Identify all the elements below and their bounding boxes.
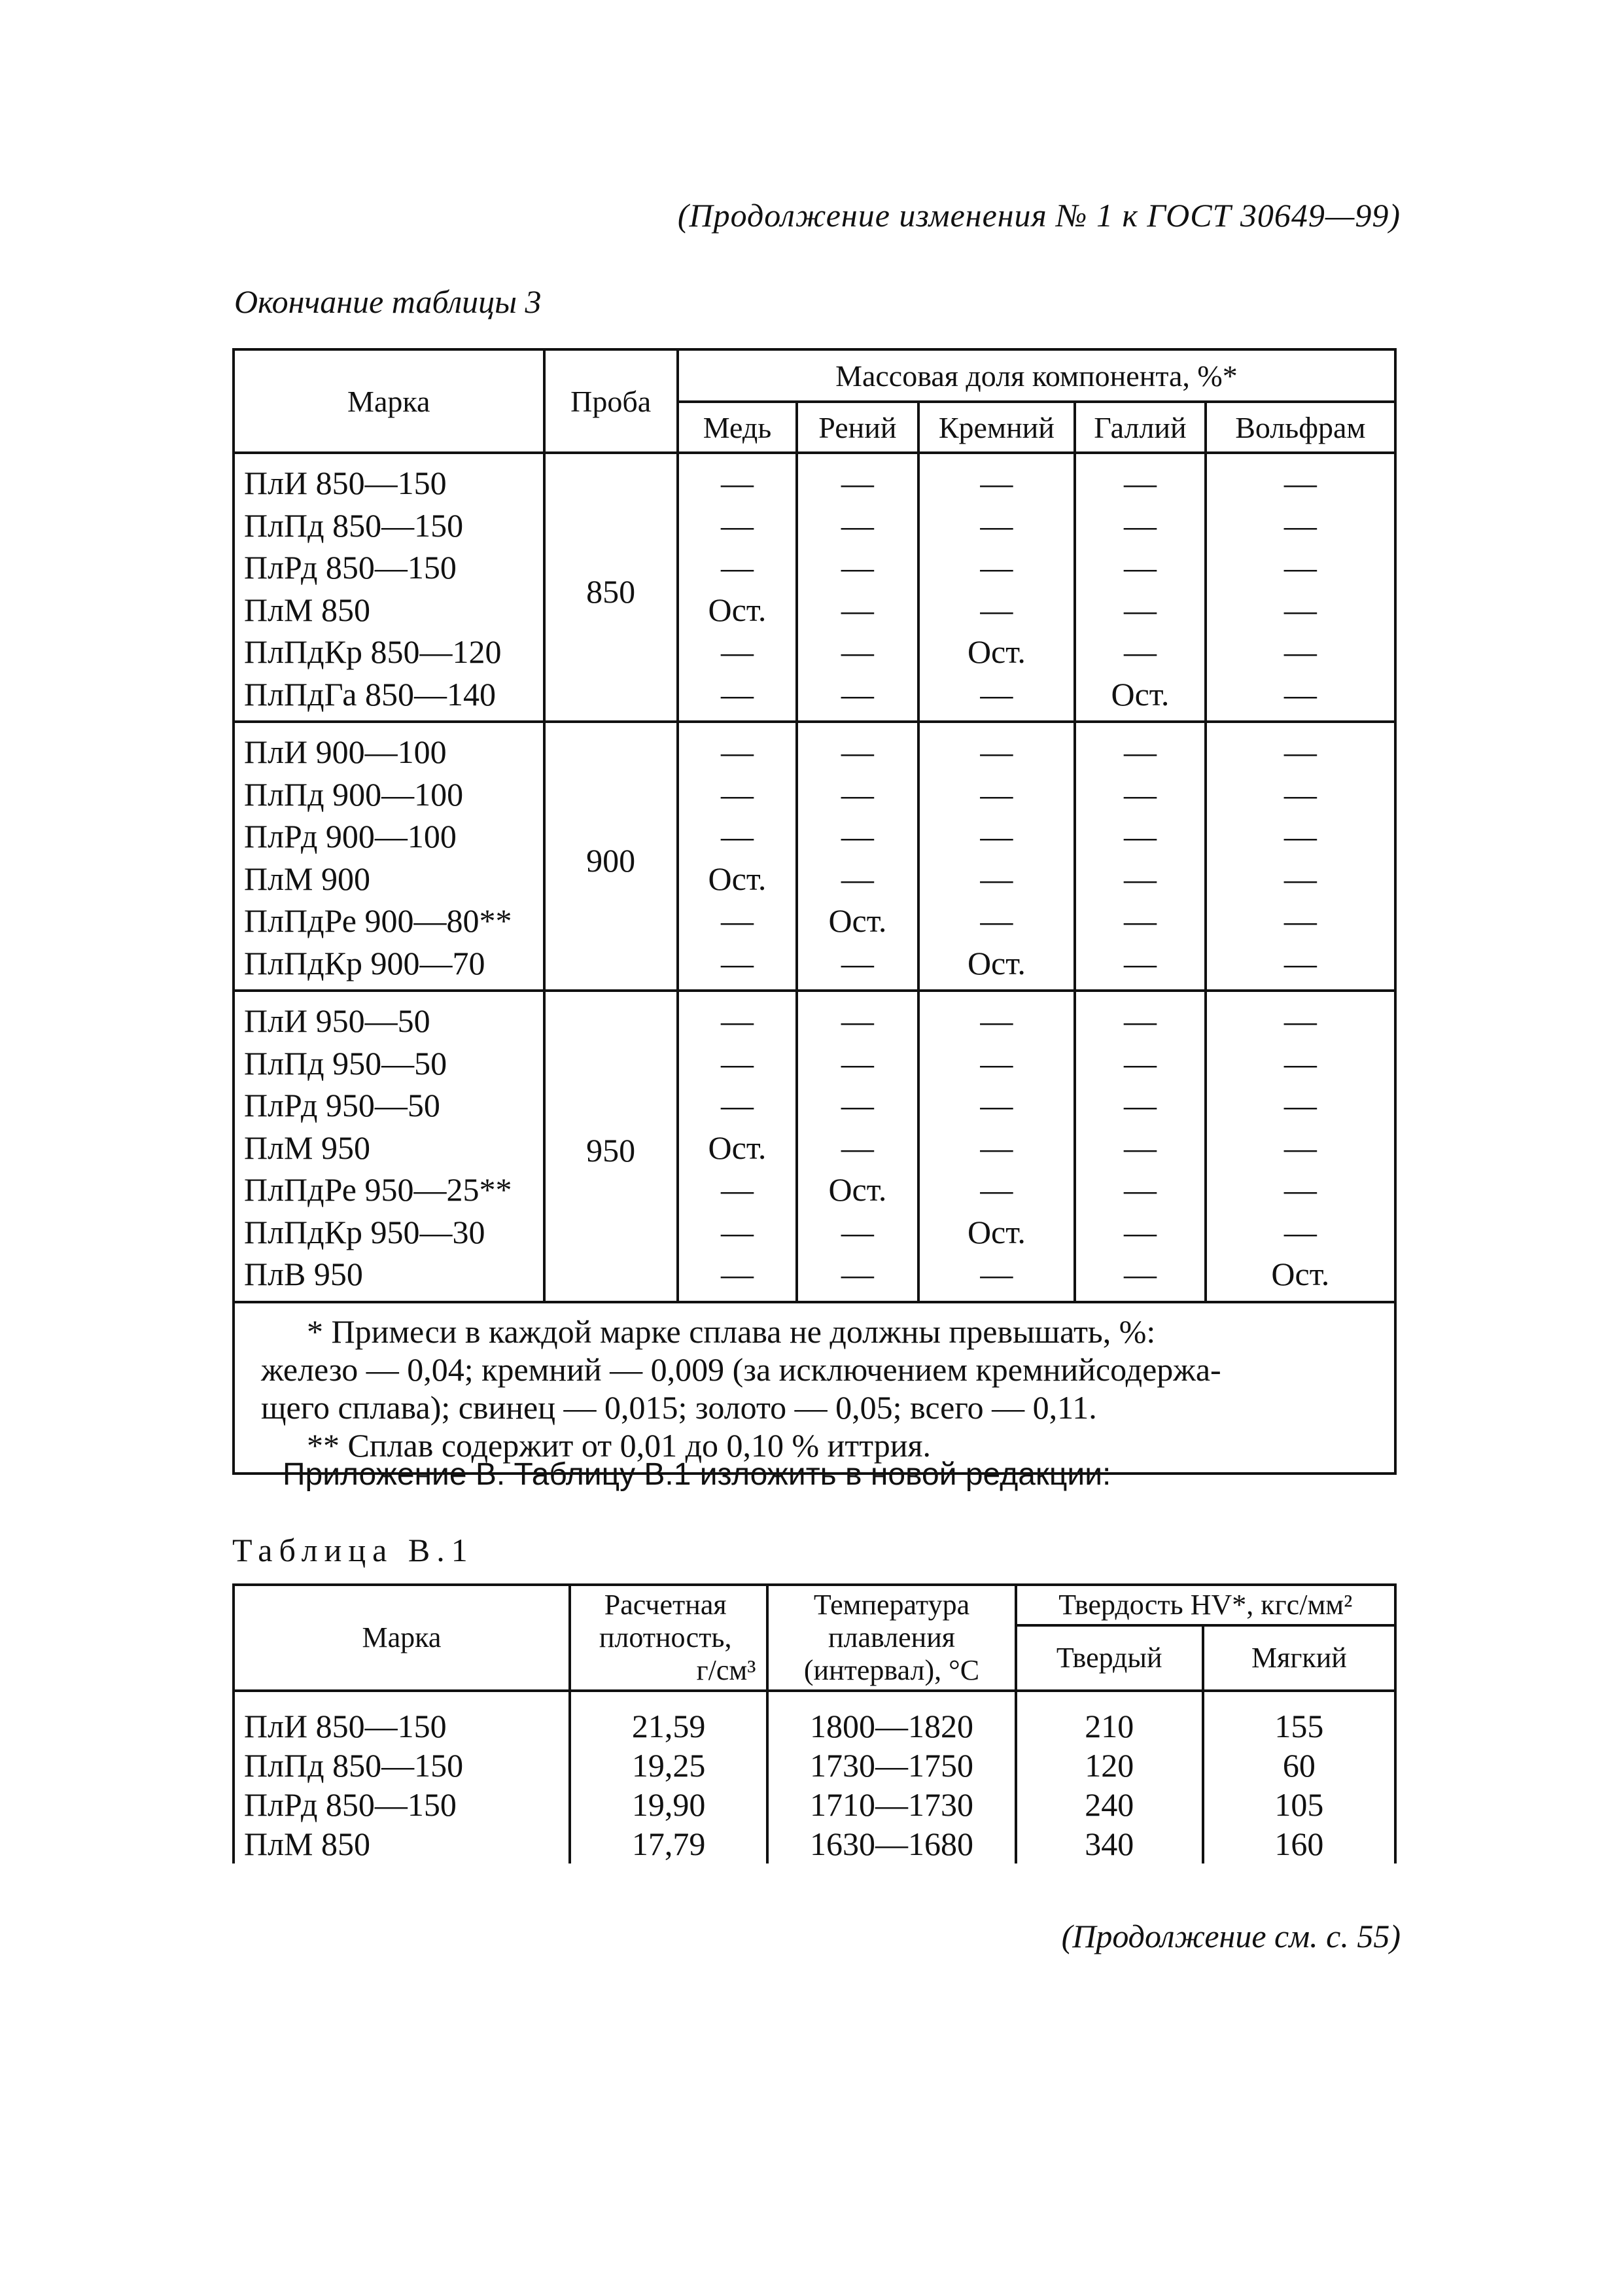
rhenium-cell: — [797,815,918,858]
table-row [234,453,1395,504]
tungsten-cell: — [1206,900,1395,942]
rhenium-cell: — [797,1084,918,1127]
table-row [234,942,1395,991]
table-row [234,773,1395,816]
alloy-mark-cell: ПлИ 850—150 [234,453,544,504]
continuation-footer: (Продолжение см. с. 55) [1061,1918,1401,1954]
b1-hard-cell: 340 [1016,1824,1203,1863]
b1-density-cell: 17,79 [570,1824,768,1863]
col-header-rhenium: Рений [797,402,918,453]
tungsten-cell: — [1206,1084,1395,1127]
table-row [234,546,1395,589]
b1-temp-line: (интервал), °С [803,1654,980,1686]
proba-cell: 900 [544,722,678,991]
b1-header-soft: Мягкий [1203,1625,1395,1691]
gallium-cell: — [1075,589,1206,631]
rhenium-cell: — [797,858,918,900]
gallium-cell: — [1075,1253,1206,1302]
footnote-line: ** Сплав содержит от 0,01 до 0,10 % иттрия. [307,1426,932,1464]
table3-caption: Окончание таблицы 3 [234,283,542,320]
b1-temp-cell: 1710—1730 [767,1785,1015,1824]
alloy-mark-cell: ПлПд 850—150 [234,504,544,547]
copper-cell: — [678,673,797,722]
silicon-cell: — [918,991,1075,1042]
tungsten-cell: — [1206,1127,1395,1169]
copper-cell: — [678,631,797,673]
table-row [234,1127,1395,1169]
tungsten-cell: Ост. [1206,1253,1395,1302]
b1-mark-cell: ПлИ 850—150 [234,1691,570,1746]
silicon-cell: — [918,722,1075,773]
copper-cell: — [678,1084,797,1127]
silicon-cell: Ост. [918,942,1075,991]
table3-body [234,453,1395,1302]
alloy-mark-cell: ПлПд 950—50 [234,1042,544,1085]
b1-density-cell: 19,90 [570,1785,768,1824]
table-row [234,589,1395,631]
silicon-cell: — [918,1169,1075,1211]
footnote-line: железо — 0,04; кремний — 0,009 (за исключением кремнийсодержа- [261,1351,1221,1388]
alloy-mark-cell: ПлМ 900 [234,858,544,900]
silicon-cell: — [918,773,1075,816]
rhenium-cell: — [797,722,918,773]
gallium-cell: — [1075,773,1206,816]
copper-cell: — [678,815,797,858]
tungsten-cell: — [1206,991,1395,1042]
copper-cell: — [678,546,797,589]
gallium-cell: — [1075,942,1206,991]
b1-mark-cell: ПлРд 850—150 [234,1785,570,1824]
tungsten-cell: — [1206,1211,1395,1254]
tungsten-cell: — [1206,504,1395,547]
alloy-mark-cell: ПлПдРе 950—25** [234,1169,544,1211]
b1-mark-cell: ПлМ 850 [234,1824,570,1863]
b1-temp-cell: 1800—1820 [767,1691,1015,1746]
gallium-cell: — [1075,1127,1206,1169]
gallium-cell: — [1075,722,1206,773]
tungsten-cell: — [1206,1042,1395,1085]
silicon-cell: — [918,1042,1075,1085]
alloy-mark-cell: ПлРд 900—100 [234,815,544,858]
table3-footnote [234,1302,1395,1474]
copper-cell: — [678,773,797,816]
b1-soft-cell: 60 [1203,1746,1395,1785]
tungsten-cell: — [1206,773,1395,816]
proba-cell: 850 [544,453,678,722]
table-row [234,900,1395,942]
rhenium-cell: Ост. [797,1169,918,1211]
gallium-cell: — [1075,546,1206,589]
rhenium-cell: Ост. [797,900,918,942]
rhenium-cell: — [797,1211,918,1254]
rhenium-cell: — [797,673,918,722]
silicon-cell: — [918,1253,1075,1302]
alloy-mark-cell: ПлРд 950—50 [234,1084,544,1127]
b1-density-line: плотность, [599,1621,732,1653]
table-row [234,991,1395,1042]
alloy-mark-cell: ПлМ 950 [234,1127,544,1169]
copper-cell: — [678,722,797,773]
gallium-cell: — [1075,631,1206,673]
col-header-mark: Марка [234,349,544,453]
tableB1-body [234,1691,1395,1863]
b1-density-line: г/см³ [696,1654,756,1686]
tungsten-cell: — [1206,722,1395,773]
copper-cell: — [678,504,797,547]
b1-hard-cell: 240 [1016,1785,1203,1824]
gallium-cell: — [1075,1211,1206,1254]
gallium-cell: — [1075,900,1206,942]
silicon-cell: — [918,589,1075,631]
b1-temp-line: Температура [813,1589,970,1621]
rhenium-cell: — [797,942,918,991]
footnote-line: * Примеси в каждой марке сплава не должны превышать, %: [307,1313,1156,1350]
alloy-mark-cell: ПлПдКр 900—70 [234,942,544,991]
rhenium-cell: — [797,1127,918,1169]
footnote-line: щего сплава); свинец — 0,015; золото — 0,05; всего — 0,11. [261,1388,1097,1426]
tungsten-cell: — [1206,589,1395,631]
gallium-cell: — [1075,815,1206,858]
b1-header-hardness: Твердость HV*, кгс/мм² [1016,1585,1395,1625]
copper-cell: — [678,900,797,942]
copper-cell: — [678,942,797,991]
table-row [234,673,1395,722]
b1-soft-cell: 160 [1203,1824,1395,1863]
table-row [234,1785,1395,1824]
b1-header-mark: Марка [234,1585,570,1691]
table-row [234,1042,1395,1085]
b1-temp-cell: 1730—1750 [767,1746,1015,1785]
copper-cell: — [678,1253,797,1302]
rhenium-cell: — [797,631,918,673]
b1-density-cell: 19,25 [570,1746,768,1785]
gallium-cell: Ост. [1075,673,1206,722]
b1-soft-cell: 105 [1203,1785,1395,1824]
table-row [234,1169,1395,1211]
gallium-cell: — [1075,991,1206,1042]
tungsten-cell: — [1206,1169,1395,1211]
tungsten-cell: — [1206,942,1395,991]
table-row [234,1824,1395,1863]
silicon-cell: — [918,546,1075,589]
gallium-cell: — [1075,858,1206,900]
silicon-cell: Ост. [918,1211,1075,1254]
table-row [234,1253,1395,1302]
alloy-mark-cell: ПлПд 900—100 [234,773,544,816]
table-row [234,815,1395,858]
copper-cell: — [678,1042,797,1085]
table-row [234,722,1395,773]
table-row [234,631,1395,673]
table-row [234,1746,1395,1785]
tableB1-caption: Таблица В.1 [232,1532,474,1568]
gallium-cell: — [1075,504,1206,547]
alloy-mark-cell: ПлВ 950 [234,1253,544,1302]
silicon-cell: — [918,504,1075,547]
b1-soft-cell: 155 [1203,1691,1395,1746]
alloy-mark-cell: ПлИ 900—100 [234,722,544,773]
copper-cell: — [678,1169,797,1211]
gallium-cell: — [1075,453,1206,504]
copper-cell: Ост. [678,1127,797,1169]
silicon-cell: — [918,453,1075,504]
copper-cell: Ост. [678,858,797,900]
rhenium-cell: — [797,773,918,816]
col-header-mass-fraction: Массовая доля компонента, %* [678,349,1395,402]
gallium-cell: — [1075,1169,1206,1211]
alloy-mark-cell: ПлРд 850—150 [234,546,544,589]
b1-mark-cell: ПлПд 850—150 [234,1746,570,1785]
tungsten-cell: — [1206,673,1395,722]
copper-cell: — [678,991,797,1042]
silicon-cell: — [918,1084,1075,1127]
alloy-mark-cell: ПлПдГа 850—140 [234,673,544,722]
proba-cell: 950 [544,991,678,1302]
silicon-cell: — [918,858,1075,900]
table-row [234,1084,1395,1127]
tableB1 [232,1583,1397,1863]
b1-density-cell: 21,59 [570,1691,768,1746]
copper-cell: Ост. [678,589,797,631]
alloy-mark-cell: ПлПдРе 900—80** [234,900,544,942]
silicon-cell: — [918,815,1075,858]
table-row [234,504,1395,547]
b1-header-temp [767,1585,1015,1691]
silicon-cell: Ост. [918,631,1075,673]
silicon-cell: — [918,1127,1075,1169]
b1-header-hard: Твердый [1016,1625,1203,1691]
b1-temp-cell: 1630—1680 [767,1824,1015,1863]
tungsten-cell: — [1206,631,1395,673]
rhenium-cell: — [797,546,918,589]
rhenium-cell: — [797,1042,918,1085]
b1-hard-cell: 120 [1016,1746,1203,1785]
copper-cell: — [678,453,797,504]
continuation-header: (Продолжение изменения № 1 к ГОСТ 30649—99) [677,197,1401,234]
rhenium-cell: — [797,991,918,1042]
copper-cell: — [678,1211,797,1254]
alloy-mark-cell: ПлПдКр 950—30 [234,1211,544,1254]
rhenium-cell: — [797,504,918,547]
b1-header-density [570,1585,768,1691]
table-row [234,1211,1395,1254]
rhenium-cell: — [797,453,918,504]
tungsten-cell: — [1206,546,1395,589]
silicon-cell: — [918,673,1075,722]
rhenium-cell: — [797,1253,918,1302]
tungsten-cell: — [1206,858,1395,900]
gallium-cell: — [1075,1042,1206,1085]
alloy-mark-cell: ПлИ 950—50 [234,991,544,1042]
table-row [234,1691,1395,1746]
silicon-cell: — [918,900,1075,942]
tungsten-cell: — [1206,815,1395,858]
col-header-gallium: Галлий [1075,402,1206,453]
col-header-tungsten: Вольфрам [1206,402,1395,453]
rhenium-cell: — [797,589,918,631]
b1-hard-cell: 210 [1016,1691,1203,1746]
col-header-copper: Медь [678,402,797,453]
b1-temp-line: плавления [828,1621,956,1653]
alloy-mark-cell: ПлМ 850 [234,589,544,631]
tungsten-cell: — [1206,453,1395,504]
alloy-mark-cell: ПлПдКр 850—120 [234,631,544,673]
col-header-silicon: Кремний [918,402,1075,453]
col-header-proba: Проба [544,349,678,453]
table3 [232,348,1397,1475]
appendix-instruction: Приложение В. Таблицу В.1 изложить в новой редакции: [283,1457,1111,1492]
table-row [234,858,1395,900]
b1-density-line: Расчетная [604,1589,727,1621]
gallium-cell: — [1075,1084,1206,1127]
